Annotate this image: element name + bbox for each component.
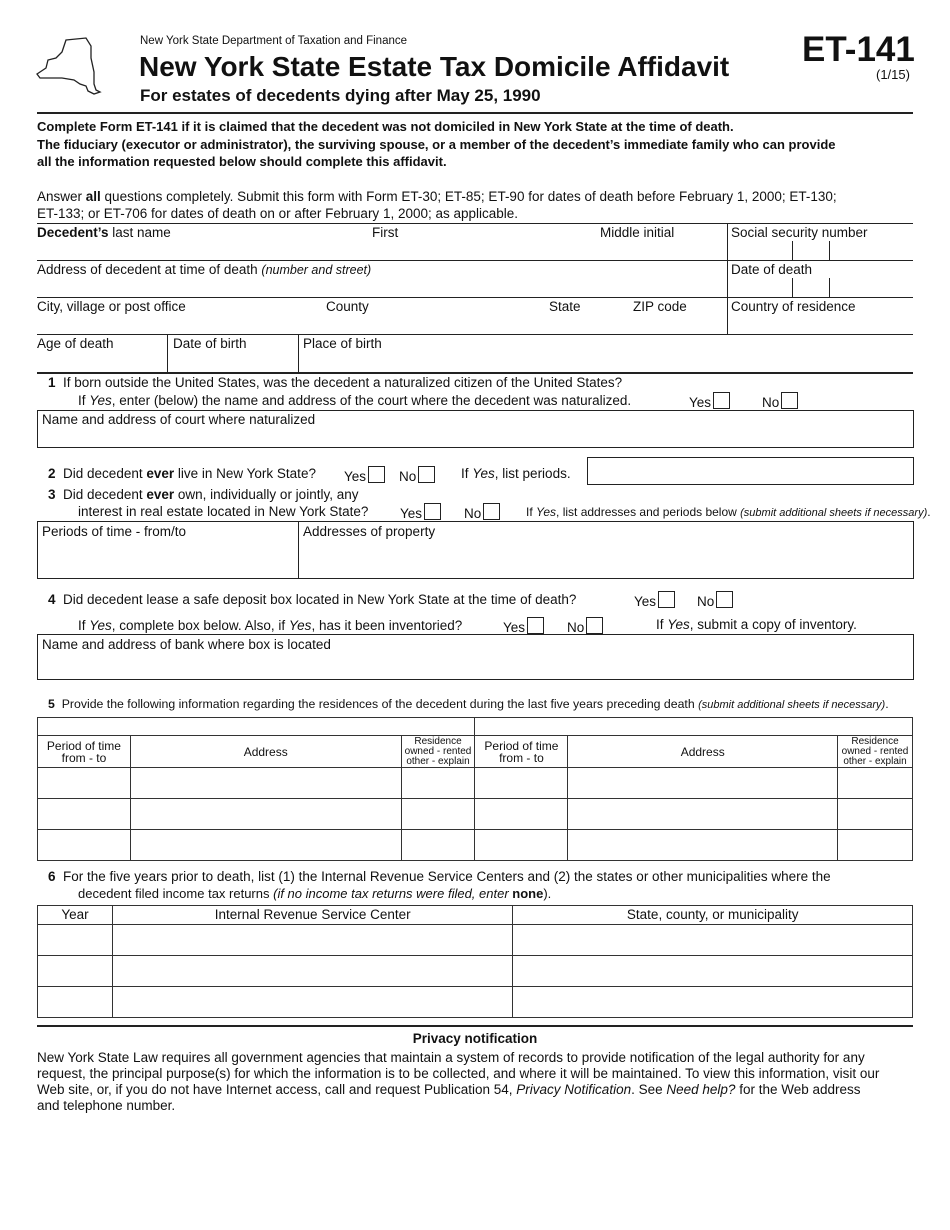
col-address-right: Address — [568, 736, 838, 768]
answer-instructions-line-2: ET-133; or ET-706 for dates of death on or after February 1, 2000; as applicable. — [37, 206, 519, 221]
tax-returns-table — [37, 905, 913, 1018]
bank-box-label: Name and address of bank where box is located — [42, 637, 331, 652]
q6-question-line-2: decedent filed income tax returns (if no income tax returns were filed, enter none). — [78, 886, 552, 901]
q4-inventoried-no-checkbox[interactable]: No — [567, 617, 603, 635]
intro-line-1: Complete Form ET-141 if it is claimed that the decedent was not domiciled in New York State at the time of death. — [37, 119, 734, 134]
form-revision: (1/15) — [876, 67, 910, 82]
intro-line-2: The fiduciary (executor or administrator), the surviving spouse, or a member of the decedent’s immediate family who can provide — [37, 137, 836, 152]
answer-instructions: Answer all questions completely. Submit this form with Form ET-30; ET-85; ET-90 for dates of death before February 1, 2000; ET-130; — [37, 189, 837, 204]
state-field[interactable]: State — [549, 299, 581, 314]
q2-if-yes: If Yes, list periods. — [461, 466, 571, 481]
date-of-death-field[interactable]: Date of death — [731, 262, 813, 277]
q4-no-checkbox[interactable]: No — [697, 591, 733, 609]
q5-question: 5 Provide the following information regarding the residences of the decedent during the last five years preceding death (submit additional sheets if necessary). — [48, 697, 889, 711]
col-residence-left: Residence owned - rented other - explain — [401, 736, 475, 768]
q4-question: 4 Did decedent lease a safe deposit box located in New York State at the time of death? — [48, 592, 577, 607]
q3-if-yes: If Yes, list addresses and periods below (submit additional sheets if necessary). — [526, 505, 931, 519]
col-state: State, county, or municipality — [513, 906, 913, 925]
q2-periods-field[interactable] — [587, 457, 914, 485]
first-name-field[interactable]: First — [372, 225, 399, 240]
country-field[interactable]: Country of residence — [731, 299, 856, 314]
privacy-rule — [37, 1025, 913, 1027]
table-row[interactable] — [38, 987, 913, 1018]
q4-inventory-note: If Yes, submit a copy of inventory. — [656, 617, 857, 632]
q1-question: 1 If born outside the United States, was the decedent a naturalized citizen of the United States? — [48, 375, 623, 390]
table-row[interactable] — [38, 768, 913, 799]
q3-no-checkbox[interactable]: No — [464, 503, 500, 521]
q4-yes-checkbox[interactable]: Yes — [634, 591, 675, 609]
col-period-right: Period of time from - to — [475, 736, 568, 768]
q1-yes-checkbox[interactable]: Yes — [689, 392, 730, 410]
ny-state-map-icon — [34, 36, 104, 98]
q6-question: 6 For the five years prior to death, list (1) the Internal Revenue Service Centers and (2) the states or other municipalities where the — [48, 869, 831, 884]
table-row[interactable] — [38, 830, 913, 861]
privacy-line-3: Web site, or, if you do not have Internet access, call and request Publication 54, Privacy Notification. See Need help? for the Web address — [37, 1082, 861, 1097]
addresses-label: Addresses of property — [303, 524, 436, 539]
city-field[interactable]: City, village or post office — [37, 299, 186, 314]
col-year: Year — [38, 906, 113, 925]
q4-inventoried-yes-checkbox[interactable]: Yes — [503, 617, 544, 635]
intro-line-3: all the information requested below should complete this affidavit. — [37, 154, 447, 169]
privacy-heading: Privacy notification — [412, 1031, 538, 1046]
q3-question-line-2: interest in real estate located in New York State? — [78, 504, 369, 519]
court-name-label: Name and address of court where naturalized — [42, 412, 316, 427]
form-number: ET-141 — [802, 30, 915, 69]
q2-no-checkbox[interactable]: No — [399, 466, 435, 484]
q1-question-line-2: If Yes, enter (below) the name and address of the court where the decedent was naturalized. — [78, 393, 632, 408]
ssn-field[interactable]: Social security number — [731, 225, 868, 240]
col-irs-center: Internal Revenue Service Center — [112, 906, 513, 925]
q3-question: 3 Did decedent ever own, individually or jointly, any — [48, 487, 359, 502]
county-field[interactable]: County — [326, 299, 369, 314]
middle-initial-field[interactable]: Middle initial — [600, 225, 675, 240]
zip-field[interactable]: ZIP code — [633, 299, 687, 314]
form-subtitle: For estates of decedents dying after May 25, 1990 — [140, 86, 541, 105]
last-name-field[interactable]: Decedent’s last name — [37, 225, 171, 240]
col-period-left: Period of time from - to — [38, 736, 131, 768]
privacy-line-2: request, the principal purpose(s) for which the information is to be collected, and where it will be maintained. To view this information, visit our — [37, 1066, 880, 1081]
q2-question: 2 Did decedent ever live in New York State? — [48, 466, 316, 481]
residences-table — [37, 717, 913, 861]
age-of-death-field[interactable]: Age of death — [37, 336, 114, 351]
department-name: New York State Department of Taxation and Finance — [140, 35, 408, 47]
address-field[interactable]: Address of decedent at time of death (number and street) — [37, 262, 372, 277]
q1-no-checkbox[interactable]: No — [762, 392, 798, 410]
header-rule — [37, 112, 913, 114]
table-row[interactable] — [38, 956, 913, 987]
col-residence-right: Residence owned - rented other - explain — [838, 736, 913, 768]
periods-label: Periods of time - from/to — [42, 524, 187, 539]
q3-yes-checkbox[interactable]: Yes — [400, 503, 441, 521]
table-row[interactable] — [38, 799, 913, 830]
privacy-line-1: New York State Law requires all government agencies that maintain a system of records to provide notification of the legal authority for any — [37, 1050, 865, 1065]
date-of-birth-field[interactable]: Date of birth — [173, 336, 247, 351]
q4-question-line-2: If Yes, complete box below. Also, if Yes, has it been inventoried? — [78, 618, 463, 633]
q2-yes-checkbox[interactable]: Yes — [344, 466, 385, 484]
col-address-left: Address — [130, 736, 401, 768]
place-of-birth-field[interactable]: Place of birth — [303, 336, 382, 351]
table-row[interactable] — [38, 925, 913, 956]
form-title: New York State Estate Tax Domicile Affidavit — [139, 51, 730, 82]
privacy-line-4: and telephone number. — [37, 1098, 176, 1113]
